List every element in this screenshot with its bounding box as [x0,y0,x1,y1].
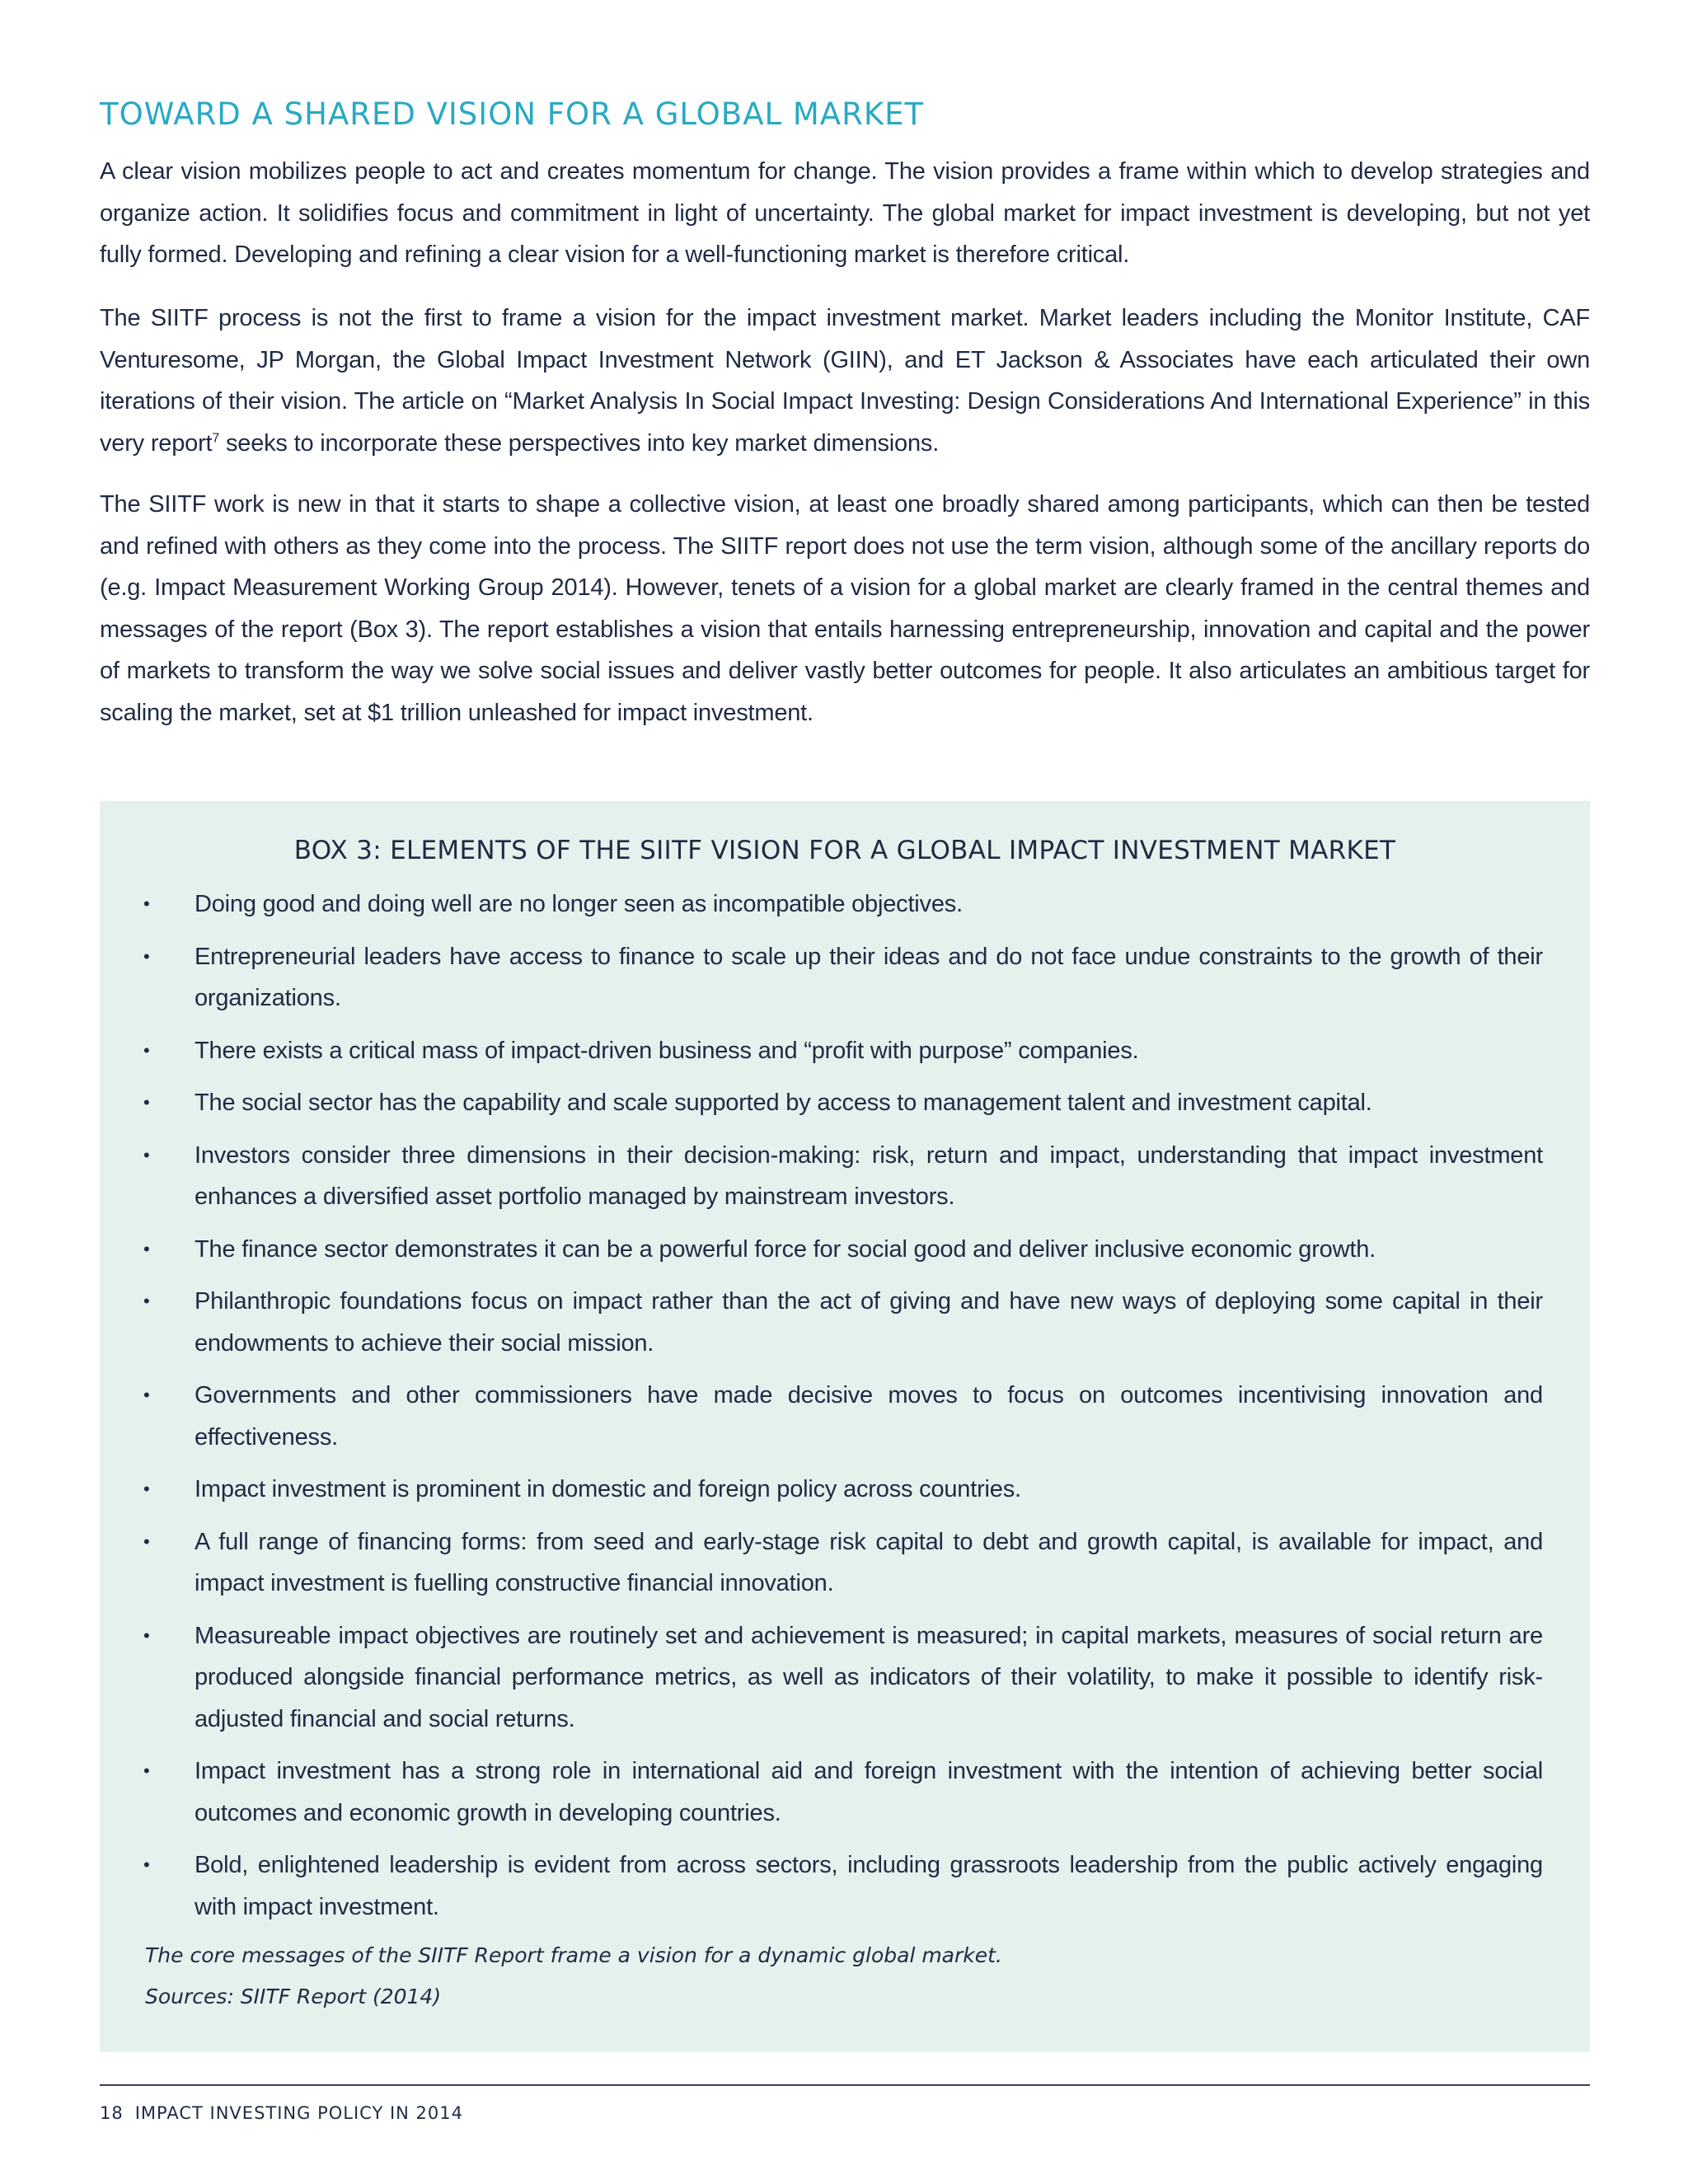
bullet-icon: • [143,893,150,914]
list-item [100,1375,1590,1458]
bullet-icon: • [143,945,150,967]
list-item-text: Measureable impact objectives are routinely set and achievement is measured; in capital markets, measures of social return are produced alongside financial performance metrics, as well as indicators of their volatility, to make it possible to identify risk-adjusted financial and social returns. [195,1622,1543,1732]
list-item-text: Impact investment is prominent in domestic and foreign policy across countries. [195,1476,1021,1502]
list-item [100,1281,1590,1364]
bullet-icon: • [143,1854,150,1875]
running-title: IMPACT INVESTING POLICY IN 2014 [134,2103,463,2123]
body-paragraph-2 [100,298,1590,464]
list-item-text: The social sector has the capability and scale supported by access to management talent and investment capital. [195,1090,1372,1116]
list-item [100,1750,1590,1834]
list-item-text: Impact investment has a strong role in international aid and foreign investment with the intention of achieving better social outcomes and economic growth in developing countries. [195,1758,1543,1826]
bullet-icon: • [143,1479,150,1499]
list-item [100,1615,1590,1741]
list-item [100,1135,1590,1218]
page-number: 18 [100,2103,124,2123]
body-paragraph-3: The SIITF work is new in that it starts to shape a collective vision, at least one broadly shared among participants, which can then be tested and refined with others as they come into the process. The SIITF report does not use the term vision, although some of the ancillary reports do (e.g. Impact Measurement Working Group 2014). However, tenets of a vision for a global market are clearly framed in the central themes and messages of the report (Box 3). The report establishes a vision that entails harnessing entrepreneurship, innovation and capital and the power of markets to transform the way we solve social issues and deliver vastly better outcomes for people. It also articulates an ambitious target for scaling the market, set at $1 trillion unleashed for impact investment. [100,491,1590,726]
list-item-text: The finance sector demonstrates it can be a powerful force for social good and deliver inclusive economic growth. [195,1235,1376,1263]
box-caption: The core messages of the SIITF Report frame a vision for a dynamic global market. [145,1943,1002,1967]
bullet-icon: • [143,1238,150,1259]
bullet-icon: • [143,1530,150,1552]
footnote-reference: 7 [212,430,220,445]
list-item-text: Philanthropic foundations focus on impact rather than the act of giving and have new ways of deploying some capital in their endowments to achieve their social mission. [195,1288,1543,1357]
bullet-icon: • [143,1039,150,1061]
box-sources: Sources: SIITF Report (2014) [145,1985,442,2008]
list-item [100,1030,1590,1072]
list-item-text: There exists a critical mass of impact-driven business and “profit with purpose” companies. [195,1037,1139,1064]
bullet-icon: • [143,1385,150,1405]
bullet-icon: • [143,1144,150,1165]
bullet-icon: • [143,1624,150,1646]
list-item [100,936,1590,1019]
list-item-text: Investors consider three dimensions in their decision-making: risk, return and impact, understanding that impact investment enhances a diversified asset portfolio managed by mainstream investors. [195,1141,1543,1210]
bullet-icon: • [143,1092,150,1113]
bullet-icon: • [143,1760,150,1781]
list-item [100,1521,1590,1605]
bullet-icon: • [143,1291,150,1311]
box-3-panel [100,801,1590,2052]
body-paragraph-2-text-end: seeks to incorporate these perspectives into key market dimensions. [219,429,940,457]
list-item [100,883,1590,926]
list-item-text: A full range of financing forms: from seed and early-stage risk capital to debt and growth capital, is available for impact, and impact investment is fuelling constructive financial innovation. [195,1528,1543,1596]
list-item-text: Governments and other commissioners have made decisive moves to focus on outcomes incentivising innovation and effectiveness. [195,1382,1543,1451]
body-paragraph-2-text: The SIITF process is not the first to frame a vision for the impact investment market. Market leaders including the Monitor Institute, CAF Venturesome, JP Morgan, the Global Impact Investment Network (GIIN), and ET Jackson & Associates have each articulated their own iterations of their vision. The article on “Market Analysis In Social Impact Investing: Design Considerations And International Experience” in this very report [100,305,1590,457]
box-bullet-list [100,883,1590,1938]
page-footer [100,2098,463,2128]
list-item [100,1844,1590,1928]
list-item [100,1082,1590,1124]
box-title: BOX 3: ELEMENTS OF THE SIITF VISION FOR A GLOBAL IMPACT INVESTMENT MARKET [293,836,1396,865]
list-item [100,1229,1590,1271]
body-paragraph-1: A clear vision mobilizes people to act and creates momentum for change. The vision provides a frame within which to develop strategies and organize action. It solidifies focus and commitment in light of uncertainty. The global market for impact investment is developing, but not yet fully formed. Developing and refining a clear vision for a well-functioning market is therefore critical. [100,158,1590,268]
footer-divider [100,2084,1590,2086]
list-item-text: Entrepreneurial leaders have access to finance to scale up their ideas and do not face undue constraints to the growth of their organizations. [195,943,1543,1011]
list-item [100,1469,1590,1511]
list-item-text: Bold, enlightened leadership is evident from across sectors, including grassroots leadership from the public actively engaging with impact investment. [195,1852,1543,1920]
section-heading: TOWARD A SHARED VISION FOR A GLOBAL MARKET [100,96,925,132]
list-item-text: Doing good and doing well are no longer seen as incompatible objectives. [195,891,963,917]
